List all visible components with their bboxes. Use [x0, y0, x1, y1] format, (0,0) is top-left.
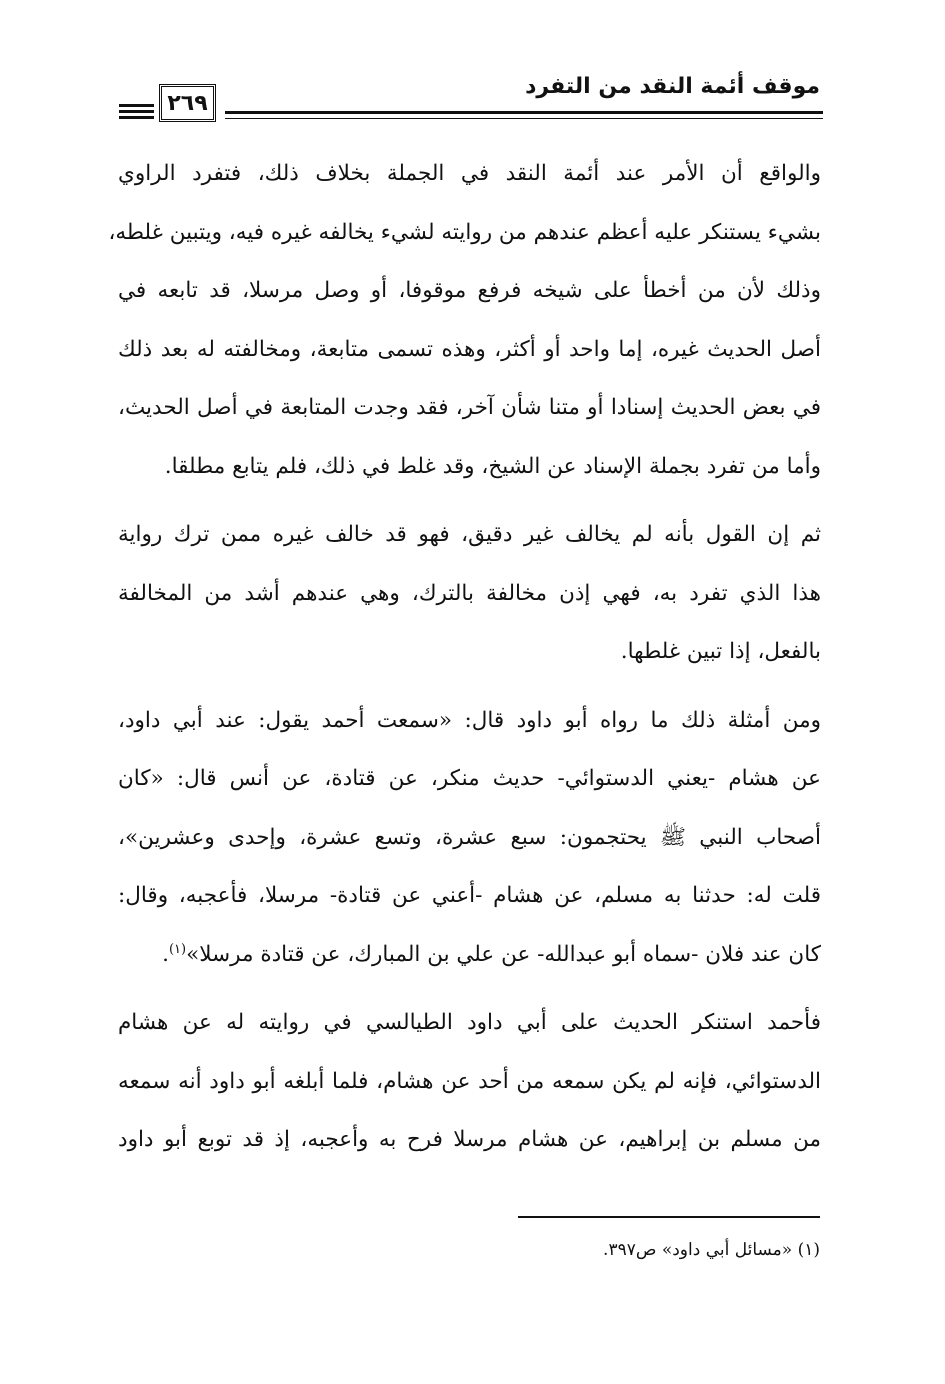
page-number-text: ٢٦٩	[167, 90, 208, 116]
paragraph-4	[118, 994, 821, 1170]
text-line: قلت له: حدثنا به مسلم، عن هشام -أعني عن قتادة- مرسلا، فأعجبه، وقال:	[118, 883, 821, 908]
text-line: ثم إن القول بأنه لم يخالف غير دقيق، فهو قد خالف غيره ممن ترك رواية	[118, 522, 821, 547]
text-line: بشيء يستنكر عليه أعظم عندهم من روايته لشيء يخالفه غيره فيه، ويتبين غلطه،	[108, 219, 821, 245]
text-line: الدستوائي، فإنه لم يكن سمعه من أحد عن هشام، فلما أبلغه أبو داود أنه سمعه	[118, 1068, 821, 1094]
text-line-with-footnote: كان عند فلان -سماه أبو عبدالله- عن علي بن المبارك، عن قتادة مرسلا»$^{(١)}$.	[162, 941, 821, 967]
text-line: وأما من تفرد بجملة الإسناد عن الشيخ، وقد غلط في ذلك، فلم يتابع مطلقا.	[164, 453, 821, 479]
text-line: وذلك لأن من أخطأ على شيخه فرفع موقوفا، أو وصل مرسلا، قد تابعه في	[118, 278, 821, 303]
header-title: موقف أئمة النقد من التفرد	[525, 74, 820, 99]
text-line: بالفعل، إذا تبين غلطها.	[620, 639, 821, 664]
text-line: فأحمد استنكر الحديث على أبي داود الطيالسي في روايته له عن هشام	[118, 1010, 821, 1035]
paragraph-2	[118, 506, 821, 682]
text-line: أصحاب النبي ﷺ يحتجمون: سبع عشرة، وتسع عشرة، وإحدى وعشرين»،	[118, 824, 821, 850]
body-text	[108, 145, 821, 1180]
text-line: ومن أمثلة ذلك ما رواه أبو داود قال: «سمعت أحمد يقول: عند أبي داود،	[118, 707, 821, 733]
text-line: أصل الحديث غيره، إما واحد أو أكثر، وهذه تسمى متابعة، ومخالفته له بعد ذلك	[118, 336, 821, 362]
footnote-separator	[518, 1216, 820, 1218]
text-line: عن هشام -يعني الدستوائي- حديث منكر، عن قتادة، عن أنس قال: «كان	[118, 766, 821, 791]
text-line: كان عند فلان -سماه أبو عبدالله- عن علي بن المبارك، عن قتادة مرسلا»	[186, 941, 821, 967]
paragraph-3	[118, 692, 821, 985]
header-rule-left-2	[119, 110, 154, 113]
text-line: في بعض الحديث إسنادا أو متنا شأن آخر، فقد وجدت المتابعة في أصل الحديث،	[118, 395, 821, 420]
header-rule-left-3	[119, 116, 154, 119]
footnote: (١) «مسائل أبي داود» ص٣٩٧.	[603, 1240, 820, 1260]
text-line: والواقع أن الأمر عند أئمة النقد في الجملة بخلاف ذلك، فتفرد الراوي	[118, 161, 821, 186]
text-line: من مسلم بن إبراهيم، عن هشام مرسلا فرح به وأعجبه، إذ قد توبع أبو داود	[118, 1127, 821, 1152]
header-rule-thin	[225, 118, 823, 119]
page-number	[159, 84, 216, 122]
paragraph-1	[108, 145, 821, 496]
header-rule-left-1	[119, 104, 154, 107]
text-line: هذا الذي تفرد به، فهي إذن مخالفة بالترك، وهي عندهم أشد من المخالفة	[118, 580, 821, 606]
footnote-ref: (١)	[168, 941, 187, 957]
header-rule-thick	[225, 111, 823, 114]
